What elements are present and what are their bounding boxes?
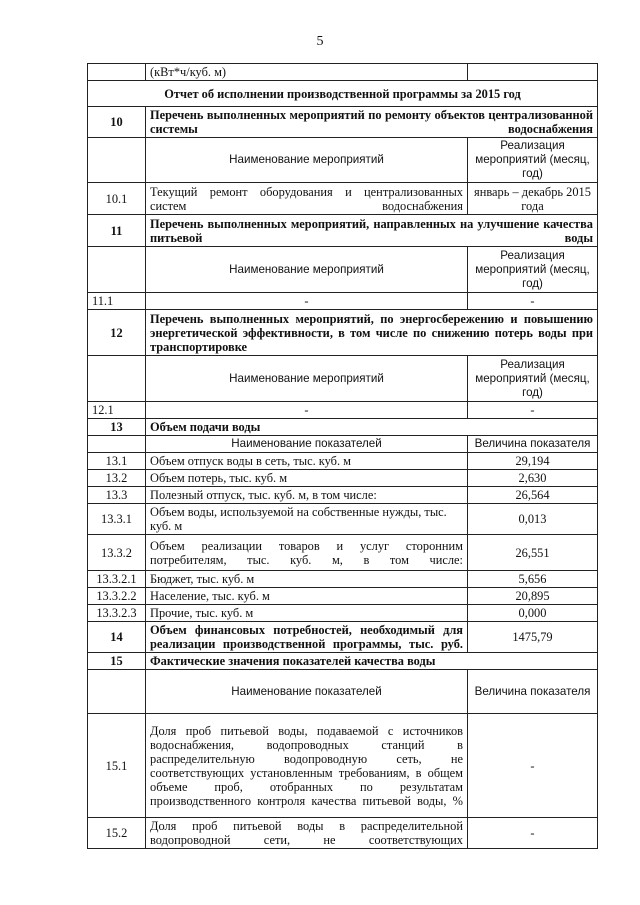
row-number: 13.3.1: [88, 504, 146, 535]
row-value: январь – декабрь 2015 года: [468, 183, 598, 215]
row-number: 13.2: [88, 470, 146, 487]
table-row: [88, 81, 598, 107]
row-value: 29,194: [468, 453, 598, 470]
column-header: Реализация мероприятий (месяц, год): [468, 356, 598, 402]
table-row: [88, 470, 598, 487]
table-row: [88, 487, 598, 504]
row-value: -: [468, 818, 598, 849]
table-row: [88, 183, 598, 215]
column-header: Величина показателя: [468, 670, 598, 714]
row-value: 2,630: [468, 470, 598, 487]
column-header: Реализация мероприятий (месяц, год): [468, 247, 598, 293]
table-row: [88, 714, 598, 818]
row-name: Полезный отпуск, тыс. куб. м, в том числе:: [146, 487, 468, 504]
table-row: [88, 605, 598, 622]
section-number: 10: [88, 107, 146, 138]
row-number: 15.2: [88, 818, 146, 849]
row-name: Доля проб питьевой воды в распределительной водопроводной сети, не соответствующих: [146, 818, 468, 849]
section-number: 12: [88, 310, 146, 356]
column-header: Наименование мероприятий: [146, 247, 468, 293]
section-number: 15: [88, 653, 146, 670]
section-number: 14: [88, 622, 146, 653]
row-name: Доля проб питьевой воды, подаваемой с источников водоснабжения, водопроводных станций в распределительную водопроводную сеть, не соответствующих установленным требованиям, в общем объеме проб, отобранных по результатам производственного контроля качества питьевой воды, %: [146, 714, 468, 818]
table-header-row: [88, 356, 598, 402]
row-name: Текущий ремонт оборудования и централизованных систем водоснабжения: [146, 183, 468, 215]
row-name: Объем воды, используемой на собственные нужды, тыс. куб. м: [146, 504, 468, 535]
row-number: 10.1: [88, 183, 146, 215]
row-number: 15.1: [88, 714, 146, 818]
row-value: 0,013: [468, 504, 598, 535]
table-row: [88, 818, 598, 849]
column-header: Наименование мероприятий: [146, 138, 468, 183]
section-title: Объем финансовых потребностей, необходимый для реализации производственной программы, тыс. руб.: [146, 622, 468, 653]
section-value: 1475,79: [468, 622, 598, 653]
row-number: 13.1: [88, 453, 146, 470]
row-value: -: [468, 293, 598, 310]
column-header: Наименование показателей: [146, 670, 468, 714]
unit-label: (кВт*ч/куб. м): [146, 64, 468, 81]
section-title: Перечень выполненных мероприятий, направленных на улучшение качества питьевой воды: [146, 215, 598, 247]
section-row: [88, 622, 598, 653]
table-row: [88, 588, 598, 605]
row-value: -: [468, 714, 598, 818]
section-title: Объем подачи воды: [146, 419, 598, 436]
section-row: [88, 310, 598, 356]
page-number: 5: [316, 34, 324, 49]
row-number: 13.3.2.3: [88, 605, 146, 622]
row-number: 13.3.2: [88, 535, 146, 571]
row-value: 0,000: [468, 605, 598, 622]
row-number: 13.3.2.1: [88, 571, 146, 588]
report-table: [87, 63, 598, 849]
column-header: Величина показателя: [468, 436, 598, 453]
section-row: [88, 419, 598, 436]
table-header-row: [88, 138, 598, 183]
row-name: Прочие, тыс. куб. м: [146, 605, 468, 622]
section-number: 13: [88, 419, 146, 436]
table-row: [88, 504, 598, 535]
column-header: Наименование показателей: [146, 436, 468, 453]
table-header-row: [88, 247, 598, 293]
row-number: 11.1: [88, 293, 146, 310]
section-title: Фактические значения показателей качества воды: [146, 653, 598, 670]
row-name: Объем отпуск воды в сеть, тыс. куб. м: [146, 453, 468, 470]
row-value: 20,895: [468, 588, 598, 605]
table-row: [88, 535, 598, 571]
row-value: -: [468, 402, 598, 419]
table-row: [88, 453, 598, 470]
section-title: Перечень выполненных мероприятий по ремонту объектов централизованной системы водоснабжения: [146, 107, 598, 138]
table-row: [88, 402, 598, 419]
row-name: Объем реализации товаров и услуг сторонним потребителям, тыс. куб. м, в том числе:: [146, 535, 468, 571]
section-row: [88, 107, 598, 138]
row-number: 12.1: [88, 402, 146, 419]
row-name: Население, тыс. куб. м: [146, 588, 468, 605]
section-title: Перечень выполненных мероприятий, по энергосбережению и повышению энергетической эффективности, в том числе по снижению потерь воды при транспортировке: [146, 310, 598, 356]
column-header: Реализация мероприятий (месяц, год): [468, 138, 598, 183]
section-row: [88, 653, 598, 670]
row-name: Объем потерь, тыс. куб. м: [146, 470, 468, 487]
table-header-row: [88, 670, 598, 714]
table-row: [88, 64, 598, 81]
table-row: [88, 293, 598, 310]
table-header-row: [88, 436, 598, 453]
row-value: 5,656: [468, 571, 598, 588]
report-title: Отчет об исполнении производственной программы за 2015 год: [88, 81, 598, 107]
row-value: 26,564: [468, 487, 598, 504]
row-name: -: [146, 402, 468, 419]
row-value: 26,551: [468, 535, 598, 571]
row-name: Бюджет, тыс. куб. м: [146, 571, 468, 588]
column-header: Наименование мероприятий: [146, 356, 468, 402]
row-number: 13.3: [88, 487, 146, 504]
row-name: -: [146, 293, 468, 310]
section-number: 11: [88, 215, 146, 247]
table-row: [88, 571, 598, 588]
row-number: 13.3.2.2: [88, 588, 146, 605]
section-row: [88, 215, 598, 247]
